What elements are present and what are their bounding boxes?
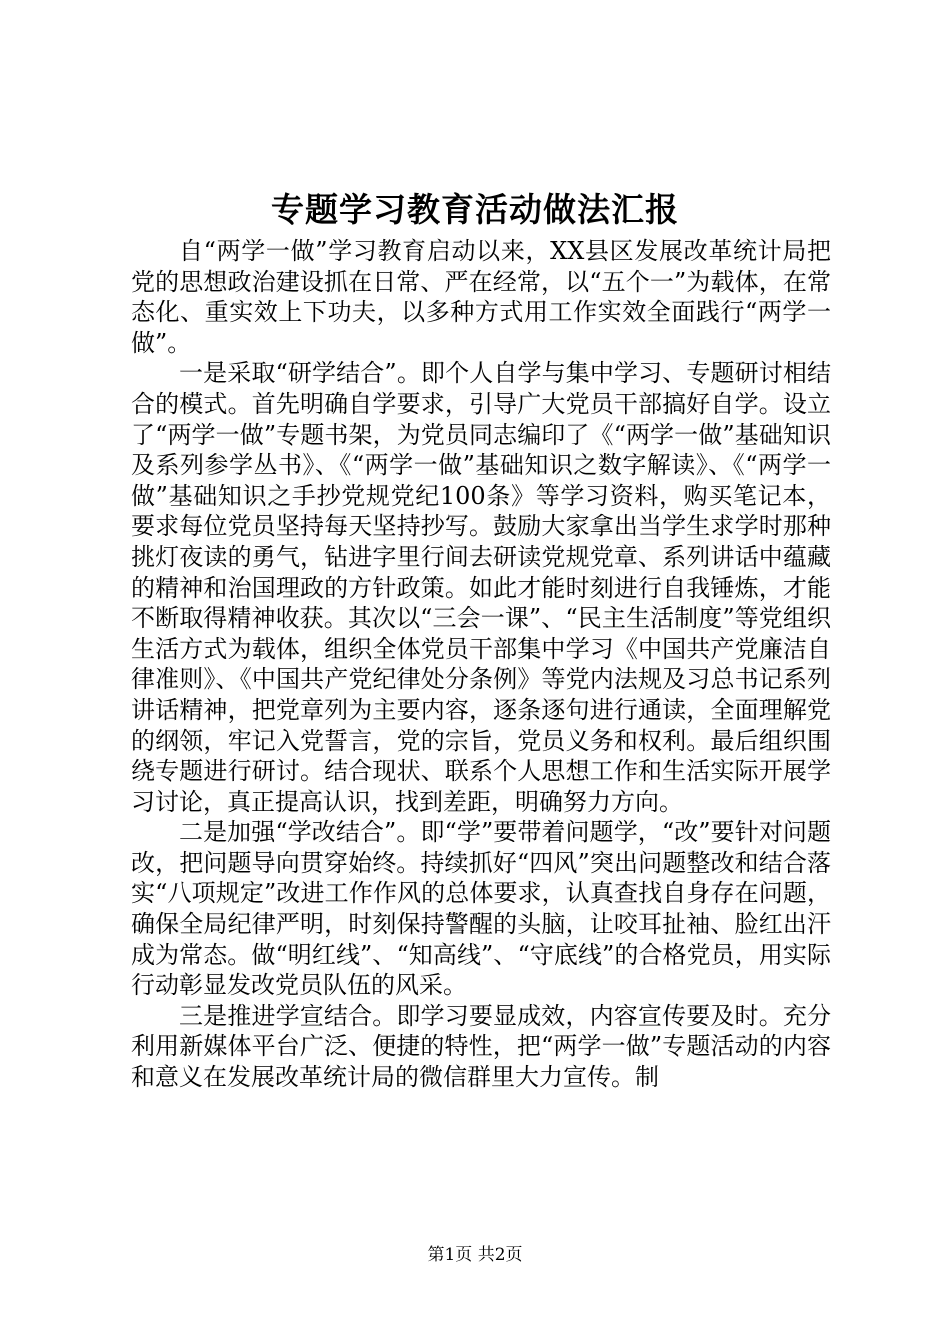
paragraph-study-publicity: 三是推进学宣结合。即学习要显成效，内容宣传要及时。充分利用新媒体平台广泛、便捷的特性，把“两学一做”专题活动的内容和意义在发展改革统计局的微信群里大力宣传。制 bbox=[131, 1001, 831, 1092]
page-number-footer: 第1页 共2页 bbox=[427, 1245, 523, 1265]
document-body bbox=[131, 236, 831, 1093]
paragraph-study-reform: 二是加强“学改结合”。即“学”要带着问题学，“改”要针对问题改，把问题导向贯穿始终。持续抓好“四风”突出问题整改和结合落实“八项规定”改进工作作风的总体要求，认真查找自身存在问题，确保全局纪律严明，时刻保持警醒的头脑，让咬耳扯袖、脸红出汗成为常态。做“明红线”、“知高线”、“守底线”的合格党员，用实际行动彰显发改党员队伍的风采。 bbox=[131, 818, 831, 1000]
paragraph-study-discussion: 一是采取“研学结合”。即个人自学与集中学习、专题研讨相结合的模式。首先明确自学要求，引导广大党员干部搞好自学。设立了“两学一做”专题书架，为党员同志编印了《“两学一做”基础知识及系列参学丛书》、《“两学一做”基础知识之数字解读》、《“两学一做”基础知识之手抄党规党纪100条》等学习资料，购买笔记本，要求每位党员坚持每天坚持抄写。鼓励大家拿出当学生求学时那种挑灯夜读的勇气，钻进字里行间去研读党规党章、系列讲话中蕴藏的精神和治国理政的方针政策。如此才能时刻进行自我锤炼，才能不断取得精神收获。其次以“三会一课”、“民主生活制度”等党组织生活方式为载体，组织全体党员干部集中学习《中国共产党廉洁自律准则》、《中国共产党纪律处分条例》等党内法规及习总书记系列讲话精神，把党章列为主要内容，逐条逐句进行通读，全面理解党的纲领，牢记入党誓言，党的宗旨，党员义务和权利。最后组织围绕专题进行研讨。结合现状、联系个人思想工作和生活实际开展学习讨论，真正提高认识，找到差距，明确努力方向。 bbox=[131, 359, 831, 816]
paragraph-intro: 自“两学一做”学习教育启动以来，XX县区发展改革统计局把党的思想政治建设抓在日常、严在经常，以“五个一”为载体，在常态化、重实效上下功夫，以多种方式用工作实效全面践行“两学一做”。 bbox=[131, 237, 831, 357]
document-title: 专题学习教育活动做法汇报 bbox=[271, 190, 679, 229]
